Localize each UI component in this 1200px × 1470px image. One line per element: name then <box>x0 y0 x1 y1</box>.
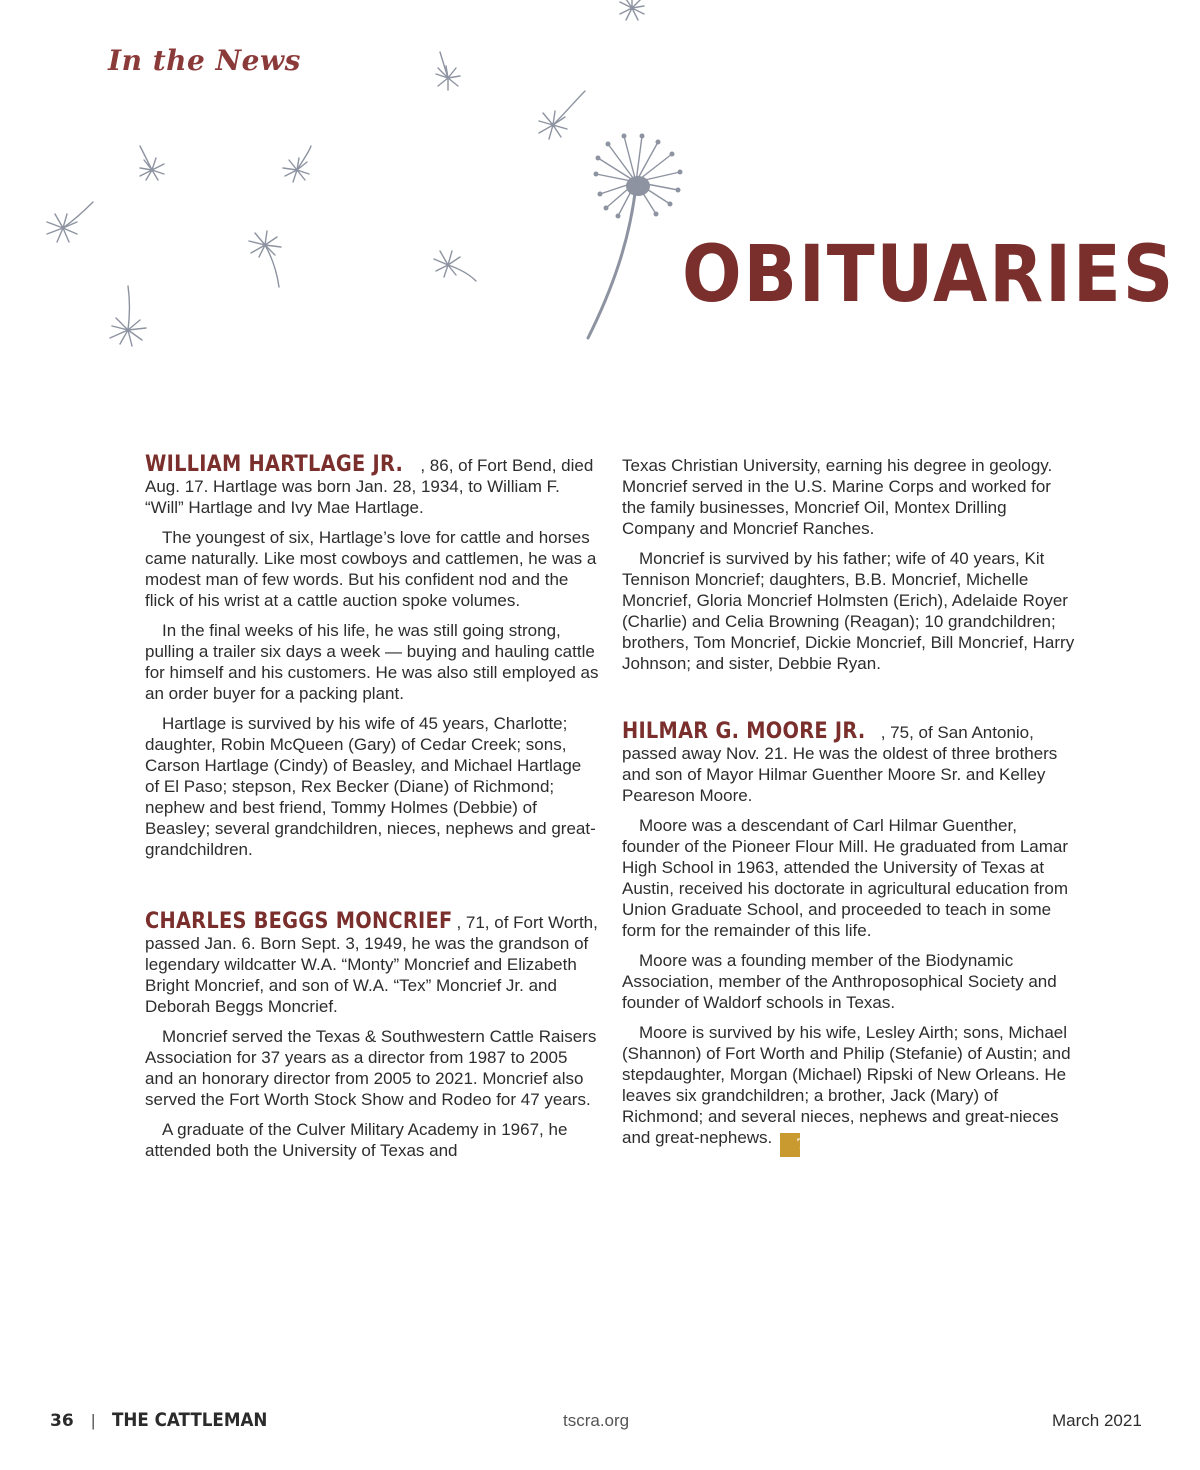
obituary-moncrief-lead: CHARLES BEGGS MONCRIEF , 71, of Fort Worth, passed Jan. 6. Born Sept. 3, 1949, he was the grandson of legendary wildcatter W.A. “Monty” Moncrief and Elizabeth Bright Moncrief, and son of W.A. “Tex” Moncrief Jr. and Deborah Beggs Moncrief. <box>145 909 598 1016</box>
paragraph: The youngest of six, Hartlage’s love for cattle and horses came naturally. Like most cowboys and cattlemen, he was a modest man of few words. But his confident nod and the flick of his wrist at a cattle auction spoke volumes. <box>145 528 597 610</box>
paragraph: Moore is survived by his wife, Lesley Airth; sons, Michael (Shannon) of Fort Worth and Philip (Stefanie) of Austin; and stepdaughter, Morgan (Michael) Ripski of New Orleans. He leaves six grandchildren; a brother, Jack (Mary) of Richmond; and several nieces, nephews and great-nieces and great-nephews. TC <box>622 1022 1077 1157</box>
page-number: 36 <box>50 1411 74 1431</box>
page-footer <box>0 1411 1200 1441</box>
issue-date: March 2021 <box>1052 1411 1142 1430</box>
section-label: In the News <box>108 44 301 77</box>
magazine-name: THE CATTLEMAN <box>112 1409 268 1431</box>
tc-logo-icon: TC <box>780 1133 800 1157</box>
dandelion-illustration <box>0 0 700 360</box>
website-link[interactable]: tscra.org <box>563 1411 630 1430</box>
obituary-name: CHARLES BEGGS MONCRIEF <box>145 909 453 934</box>
paragraph: In the final weeks of his life, he was still going strong, pulling a trailer six days a week — buying and hauling cattle for himself and his customers. He was also still employed as an order buyer for a packing plant. <box>145 621 599 703</box>
page-title: OBITUARIES <box>682 230 1176 320</box>
obituary-hartlage-lead: WILLIAM HARTLAGE JR. , 86, of Fort Bend, died Aug. 17. Hartlage was born Jan. 28, 1934, to William F. “Will” Hartlage and Ivy Mae Hartlage. <box>145 452 594 517</box>
paragraph: Moore was a founding member of the Biodynamic Association, member of the Anthroposophical Society and founder of Waldorf schools in Texas. <box>622 951 1057 1012</box>
obituary-moore-lead: HILMAR G. MOORE JR. , 75, of San Antonio, passed away Nov. 21. He was the oldest of three brothers and son of Mayor Hilmar Guenther Moore Sr. and Kelley Peareson Moore. <box>622 719 1058 805</box>
paragraph: Moore was a descendant of Carl Hilmar Guenther, founder of the Pioneer Flour Mill. He graduated from Lamar High School in 1963, attended the University of Texas at Austin, received his doctorate in agricultural education from Union Graduate School, and proceeded to teach in some form for the remainder of this life. <box>622 816 1069 940</box>
footer-separator: | <box>91 1411 96 1430</box>
obituary-name: WILLIAM HARTLAGE JR. <box>145 452 404 477</box>
paragraph: Hartlage is survived by his wife of 45 years, Charlotte; daughter, Robin McQueen (Gary) of Cedar Creek; sons, Carson Hartlage (Cindy) of Beasley, and Michael Hartlage of El Paso; stepson, Rex Becker (Diane) of Richmond; nephew and best friend, Tommy Holmes (Debbie) of Beasley; several grandchildren, nieces, nephews and great-grandchildren. <box>145 714 596 859</box>
paragraph: Moncrief is survived by his father; wife of 40 years, Kit Tennison Moncrief; daughters, B.B. Moncrief, Michelle Moncrief, Gloria Moncrief Holmsten (Erich), Adelaide Royer (Charlie) and Celia Browning (Reagan); 10 grandchildren; brothers, Tom Moncrief, Dickie Moncrief, Bill Moncrief, Harry Johnson; and sister, Debbie Ryan. <box>622 549 1075 673</box>
left-column <box>145 454 600 1170</box>
paragraph: Texas Christian University, earning his degree in geology. Moncrief served in the U.S. Marine Corps and worked for the family businesses, Moncrief Oil, Montex Drilling Company and Moncrief Ranches. <box>622 456 1053 538</box>
obituary-name: HILMAR G. MOORE JR. <box>622 719 866 744</box>
paragraph: A graduate of the Culver Military Academy in 1967, he attended both the University of Texas and <box>145 1120 568 1160</box>
right-column <box>622 455 1077 1166</box>
paragraph: Moncrief served the Texas & Southwestern Cattle Raisers Association for 37 years as a director from 1987 to 2005 and an honorary director from 2005 to 2021. Moncrief also served the Fort Worth Stock Show and Rodeo for 47 years. <box>145 1027 597 1109</box>
